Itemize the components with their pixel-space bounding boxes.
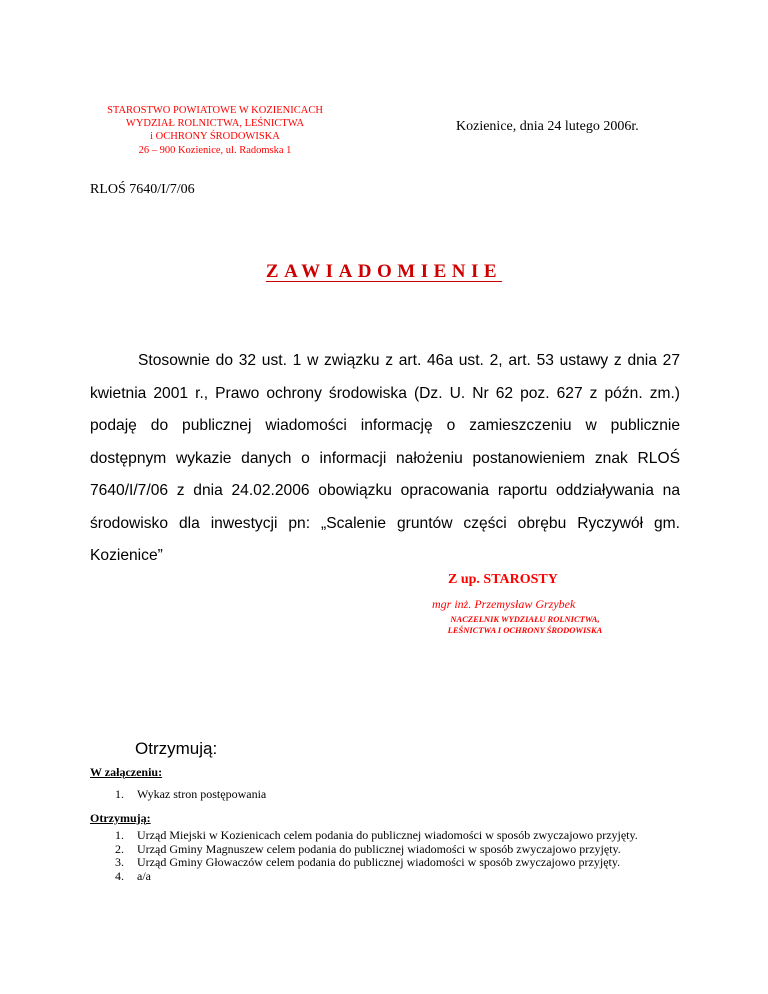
reference-number: RLOŚ 7640/I/7/06	[90, 182, 195, 197]
recipients-heading: Otrzymują:	[90, 811, 151, 825]
attachments-heading: W załączeniu:	[90, 765, 163, 779]
list-item: 4. a/a	[115, 868, 151, 883]
list-item: 1. Wykaz stron postępowania	[115, 787, 267, 801]
recipients-list	[90, 829, 680, 883]
document-date: Kozienice, dnia 24 lutego 2006r.	[456, 119, 639, 134]
position-line-1: NACZELNIK WYDZIAŁU ROLNICTWA,	[450, 614, 600, 624]
document-body	[90, 345, 680, 573]
signatory-name: mgr inż. Przemysław Grzybek	[432, 597, 576, 611]
signature-title: Z up. STAROSTY	[448, 572, 558, 587]
attachments-list	[90, 788, 680, 802]
department-name-cont: i OCHRONY ŚRODOWISKA	[150, 131, 280, 143]
office-address: 26 – 900 Kozienice, ul. Radomska 1	[138, 144, 292, 156]
body-paragraph: Stosownie do 32 ust. 1 w związku z art. 46a ust. 2, art. 53 ustawy z dnia 27 kwietnia 2001 r., Prawo ochrony środowiska (Dz. U. Nr 62 poz. 627 z późn. zm.) podaję do publicznej wiadomości informację o zamieszczeniu w publicznie dostępnym wykazie danych o informacji nałożeniu postanowieniem znak RLOŚ 7640/I/7/06 z dnia 24.02.2006 obowiązku opracowania raportu oddziaływania na środowisko dla inwestycji pn: „Scalenie gruntów części obrębu Ryczywół gm. Kozienice”	[90, 352, 680, 564]
department-name: WYDZIAŁ ROLNICTWA, LEŚNICTWA	[125, 118, 305, 130]
list-item: 1. Urząd Miejski w Kozienicach celem podania do publicznej wiadomości w sposób zwyczajowo przyjęty.	[115, 828, 638, 842]
list-item: 2. Urząd Gminy Magnuszew celem podania do publicznej wiadomości w sposób zwyczajowo przyjęty.	[115, 841, 621, 856]
signatory-position	[420, 614, 630, 636]
recipients-heading-large: Otrzymują:	[135, 739, 218, 758]
office-header	[70, 104, 360, 157]
office-name: STAROSTWO POWIATOWE W KOZIENICACH	[107, 105, 323, 116]
document-title: ZAWIADOMIENIE	[265, 261, 503, 282]
list-item: 3. Urząd Gminy Głowaczów celem podania do publicznej wiadomości w sposób zwyczajowo przyjęty.	[115, 855, 621, 869]
position-line-2: LEŚNICTWA I OCHRONY ŚRODOWISKA	[447, 625, 603, 635]
